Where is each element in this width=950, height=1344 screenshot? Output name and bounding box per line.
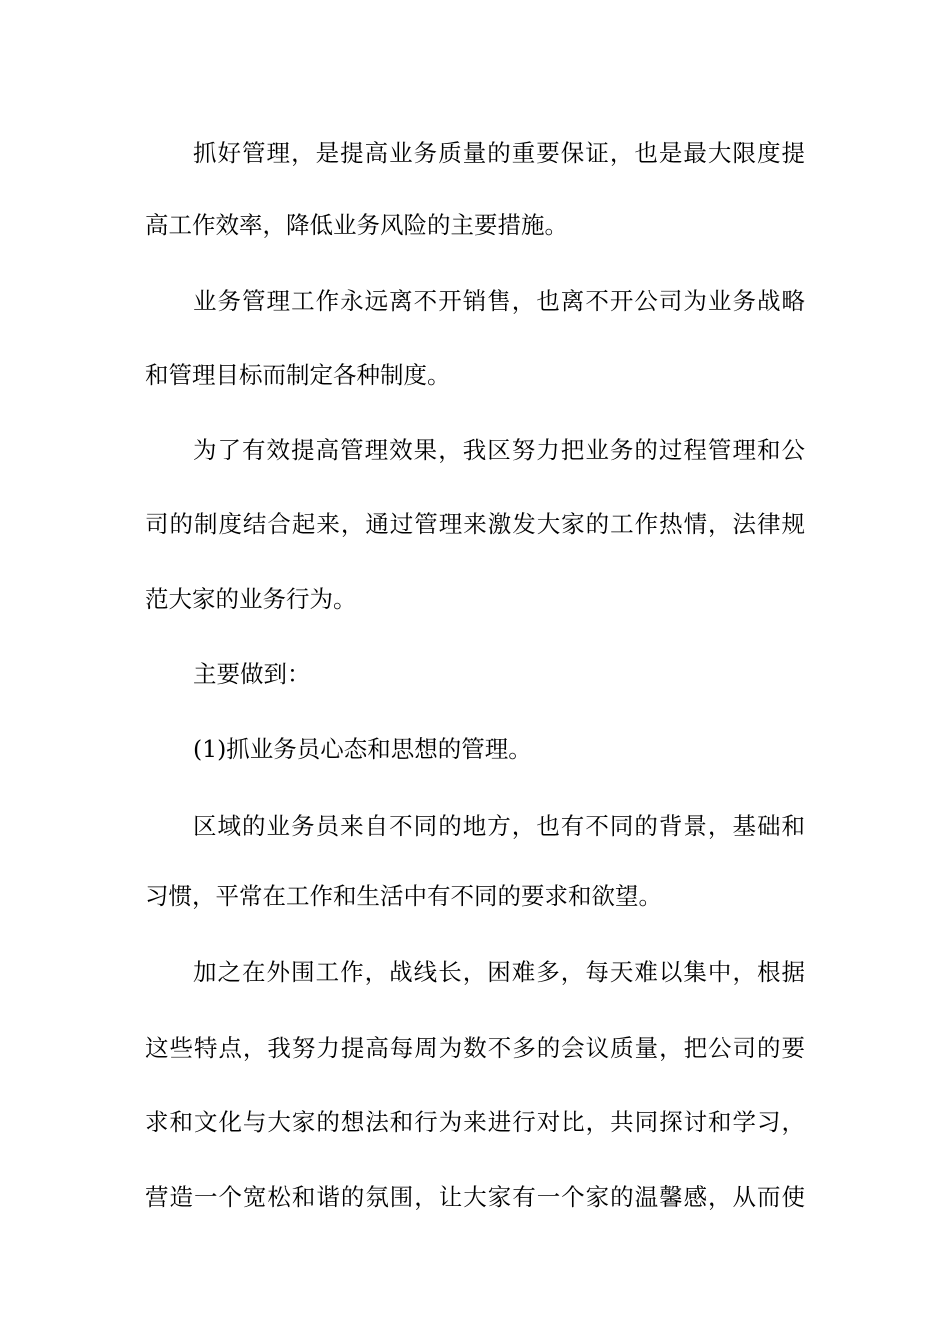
paragraph-1-line-1: 抓好管理，是提高业务质量的重要保证，也是最大限度提 [193,139,805,167]
paragraph-3-line-2: 司的制度结合起来，通过管理来激发大家的工作热情，法律规 [145,510,805,538]
paragraph-7-line-2: 这些特点，我努力提高每周为数不多的会议质量，把公司的要 [145,1034,805,1062]
paragraph-2-line-1: 业务管理工作永远离不开销售，也离不开公司为业务战略 [193,287,805,315]
paragraph-3-line-3: 范大家的业务行为。 [145,585,357,613]
paragraph-4-line-1: 主要做到： [193,660,311,688]
paragraph-6-line-1: 区域的业务员来自不同的地方，也有不同的背景，基础和 [193,812,805,840]
paragraph-1-line-2: 高工作效率，降低业务风险的主要措施。 [145,211,568,239]
paragraph-5-line-1: (1)抓业务员心态和思想的管理。 [193,735,532,763]
paragraph-6-line-2: 习惯，平常在工作和生活中有不同的要求和欲望。 [145,882,662,910]
paragraph-7-line-3: 求和文化与大家的想法和行为来进行对比，共同探讨和学习， [145,1108,805,1136]
paragraph-3-line-1: 为了有效提高管理效果，我区努力把业务的过程管理和公 [193,436,805,464]
paragraph-2-line-2: 和管理目标而制定各种制度。 [145,361,451,389]
paragraph-7-line-4: 营造一个宽松和谐的氛围，让大家有一个家的温馨感，从而使 [145,1183,805,1211]
paragraph-7-line-1: 加之在外围工作，战线长，困难多，每天难以集中，根据 [193,958,805,986]
